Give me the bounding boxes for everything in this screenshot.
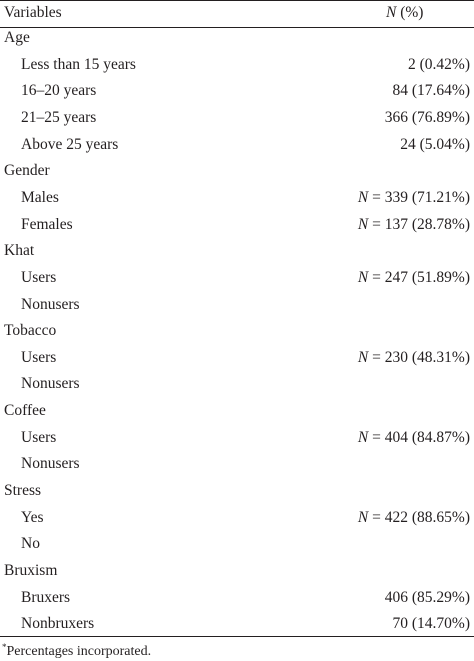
row-value-text: 406 (85.29%) [384,588,470,606]
table-row [0,212,474,238]
row-n-symbol: N [357,268,369,286]
table-row [0,185,474,211]
row-value-text: 70 (14.70%) [392,615,470,633]
group-label: Bruxism [4,562,58,579]
row-label: Bruxers [21,588,71,606]
group-label: Tobacco [4,322,57,340]
row-value [408,52,470,78]
table-row [0,78,474,104]
row-n-symbol: N [357,508,369,526]
footnote-text: Percentages incorporated. [6,644,152,659]
row-value [400,132,470,158]
group-row [0,25,474,51]
row-value [358,212,470,238]
table-row [0,52,474,78]
table-row [0,531,474,557]
row-value-text: = 230 (48.31%) [368,348,470,366]
row-value [358,505,470,531]
group-row [0,238,474,264]
row-value [385,585,470,611]
table-row [0,132,474,158]
row-n-symbol: N [357,188,369,206]
row-label: Yes [21,508,44,526]
row-label: Nonbruxers [21,615,95,633]
row-label: No [21,535,40,553]
table-footnote [2,638,151,661]
group-row [0,478,474,504]
row-value-text: 84 (17.64%) [392,82,470,100]
table-row [0,425,474,451]
group-label: Coffee [4,402,46,420]
group-label: Khat [4,242,35,260]
table-row [0,105,474,131]
row-n-symbol: N [357,215,369,233]
row-label: Males [21,188,59,206]
group-row [0,158,474,184]
row-label: Users [21,428,57,446]
group-row [0,398,474,424]
row-label: Nonusers [21,375,80,393]
header-n-unit: (%) [396,4,424,21]
row-label: 16–20 years [21,82,97,100]
table-row [0,505,474,531]
table-row [0,345,474,371]
row-value-text: = 339 (71.21%) [368,188,470,206]
row-value [393,611,471,637]
row-value-text: 2 (0.42%) [408,55,470,73]
row-n-symbol: N [357,348,369,366]
row-value [385,105,470,131]
table-row [0,371,474,397]
row-value-text: = 404 (84.87%) [368,428,470,446]
row-label: Users [21,348,57,366]
row-n-symbol: N [357,428,369,446]
table-row [0,265,474,291]
footnote-marker: * [2,642,7,652]
row-label: Nonusers [21,295,80,313]
row-label: Females [21,215,73,233]
row-value [358,185,470,211]
group-label: Age [4,29,30,46]
row-value [393,78,471,104]
row-value-text: = 137 (28.78%) [368,215,470,233]
group-row [0,558,474,584]
header-variables: Variables [4,4,62,21]
table-row [0,292,474,318]
row-value [358,425,470,451]
row-label: Users [21,268,57,286]
row-value-text: 366 (76.89%) [384,108,470,126]
group-row [0,318,474,344]
header-n-symbol: N [386,4,397,21]
table-row [0,451,474,477]
row-value-text: = 422 (88.65%) [368,508,470,526]
group-label: Gender [4,162,50,180]
table-row [0,585,474,611]
table-row [0,611,474,637]
table-bottom-rule [0,636,474,637]
row-value [358,265,470,291]
row-value [358,345,470,371]
table-header-row [0,0,474,26]
group-label: Stress [4,482,42,500]
row-label: Nonusers [21,455,80,473]
row-value-text: 24 (5.04%) [400,135,470,153]
header-n-percent [386,0,423,26]
row-value-text: = 247 (51.89%) [368,268,470,286]
row-label: 21–25 years [21,108,97,126]
row-label: Less than 15 years [21,55,136,73]
row-label: Above 25 years [21,135,119,153]
